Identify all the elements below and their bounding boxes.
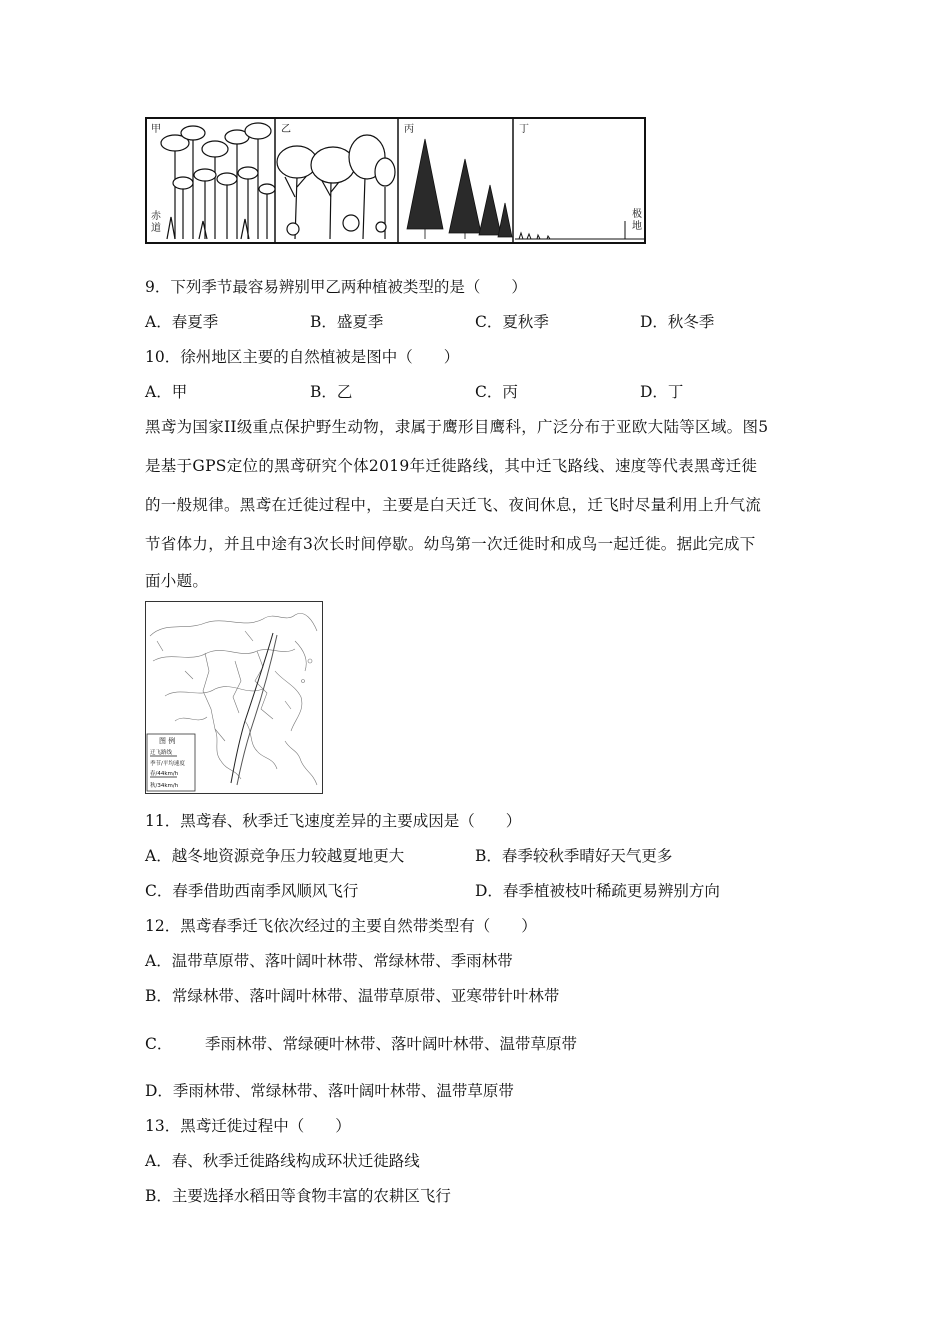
passage-line-2: 是基于GPS定位的黑鸢研究个体2019年迁徙路线，其中迁飞路线、速度等代表黑鸢迁徙 xyxy=(145,457,758,475)
q9-option-a[interactable]: A．春夏季 xyxy=(145,313,219,331)
q12-option-a[interactable]: A．温带草原带、落叶阔叶林带、常绿林带、季雨林带 xyxy=(145,952,513,970)
legend-item-autumn: 秋/34km/h xyxy=(150,783,179,789)
q9-stem: 9．下列季节最容易辨别甲乙两种植被类型的是（ ） xyxy=(145,278,527,296)
passage-line-4: 节省体力，并且中途有3次长时间停歇。幼鸟第一次迁徙时和成鸟一起迁徙。据此完成下 xyxy=(145,535,756,553)
passage-line-5: 面小题。 xyxy=(145,572,209,590)
q11-option-a[interactable]: A．越冬地资源竞争压力较越夏地更大 xyxy=(145,847,405,865)
q12-stem: 12．黑鸢春季迁飞依次经过的主要自然带类型有（ ） xyxy=(145,917,537,935)
q12-option-c-label[interactable]: C． xyxy=(145,1035,173,1053)
q12-option-c-text[interactable]: 季雨林带、常绿硬叶林带、落叶阔叶林带、温带草原带 xyxy=(205,1035,578,1053)
q11-option-d[interactable]: D．春季植被枝叶稀疏更易辨别方向 xyxy=(475,882,720,900)
legend-item-route: 迁飞路线 xyxy=(150,750,173,756)
q12-option-b[interactable]: B．常绿林带、落叶阔叶林带、温带草原带、亚寒带针叶林带 xyxy=(145,987,560,1005)
vertical-char: 道 xyxy=(151,223,161,234)
migration-map xyxy=(145,601,323,794)
pole-label xyxy=(632,207,642,232)
q10-option-b[interactable]: B．乙 xyxy=(310,383,353,401)
q12-option-d[interactable]: D．季雨林带、常绿林带、落叶阔叶林带、温带草原带 xyxy=(145,1082,514,1100)
q11-option-c[interactable]: C．春季借助西南季风顺风飞行 xyxy=(145,882,359,900)
vegetation-figure xyxy=(145,117,647,245)
legend-item-season: 季节/平均速度 xyxy=(150,761,185,767)
panel-label-yi: 乙 xyxy=(281,124,291,135)
migration-map-svg xyxy=(145,601,323,794)
q10-option-a[interactable]: A．甲 xyxy=(145,383,188,401)
passage-line-1: 黑鸢为国家II级重点保护野生动物，隶属于鹰形目鹰科，广泛分布于亚欧大陆等区域。图5 xyxy=(145,418,769,436)
vegetation-svg xyxy=(145,117,647,245)
vertical-char: 地 xyxy=(632,221,642,232)
panel-label-bing: 丙 xyxy=(404,124,414,135)
q11-stem: 11．黑鸢春、秋季迁飞速度差异的主要成因是（ ） xyxy=(145,812,522,830)
q9-option-d[interactable]: D．秋冬季 xyxy=(640,313,715,331)
q10-option-c[interactable]: C．丙 xyxy=(475,383,518,401)
q13-option-b[interactable]: B．主要选择水稻田等食物丰富的农耕区飞行 xyxy=(145,1187,451,1205)
panel-label-ding: 丁 xyxy=(519,124,529,135)
legend-item-spring: 春/44km/h xyxy=(150,771,179,777)
legend-title: 图 例 xyxy=(159,737,176,745)
q10-option-d[interactable]: D．丁 xyxy=(640,383,684,401)
q9-option-c[interactable]: C．夏秋季 xyxy=(475,313,549,331)
q13-stem: 13．黑鸢迁徙过程中（ ） xyxy=(145,1117,351,1135)
panel-label-jia: 甲 xyxy=(151,124,161,135)
q10-stem: 10．徐州地区主要的自然植被是图中（ ） xyxy=(145,348,460,366)
passage-line-3: 的一般规律。黑鸢在迁徙过程中，主要是白天迁飞、夜间休息，迁飞时尽量利用上升气流 xyxy=(145,496,762,514)
q11-option-b[interactable]: B．春季较秋季晴好天气更多 xyxy=(475,847,673,865)
vertical-char: 赤 xyxy=(151,211,161,222)
q9-option-b[interactable]: B．盛夏季 xyxy=(310,313,384,331)
vertical-char: 极 xyxy=(632,209,642,220)
equator-label xyxy=(151,209,162,234)
q13-option-a[interactable]: A．春、秋季迁徙路线构成环状迁徙路线 xyxy=(145,1152,420,1170)
